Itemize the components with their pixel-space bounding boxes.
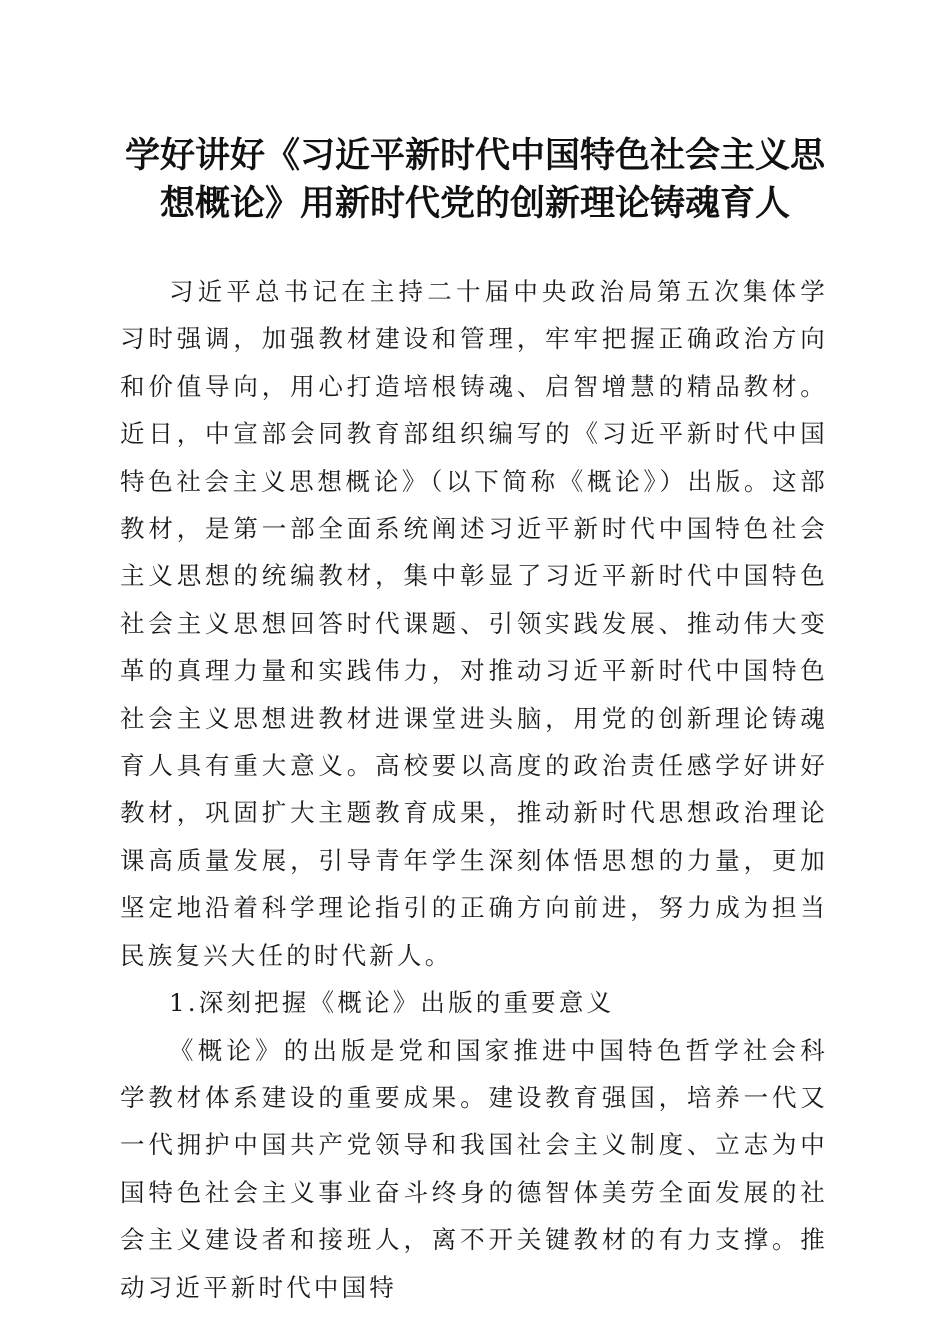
section-paragraph: 《概论》的出版是党和国家推进中国特色哲学社会科学教材体系建设的重要成果。建设教育强国，培养一代又一代拥护中国共产党领导和我国社会主义制度、立志为中国特色社会主义事业奋斗终身的德智体美劳全面发展的社会主义建设者和接班人，离不开关键教材的有力支撑。推动习近平新时代中国特 bbox=[120, 1035, 828, 1302]
document-title: 学好讲好《习近平新时代中国特色社会主义思想概论》用新时代党的创新理论铸魂育人 bbox=[124, 135, 825, 224]
document-body bbox=[120, 268, 828, 1311]
section-heading: 1.深刻把握《概论》出版的重要意义 bbox=[169, 988, 615, 1018]
intro-paragraph: 习近平总书记在主持二十届中央政治局第五次集体学习时强调，加强教材建设和管理，牢牢把握正确政治方向和价值导向，用心打造培根铸魂、启智增慧的精品教材。近日，中宣部会同教育部组织编写的《习近平新时代中国特色社会主义思想概论》（以下简称《概论》）出版。这部教材，是第一部全面系统阐述习近平新时代中国特色社会主义思想的统编教材，集中彰显了习近平新时代中国特色社会主义思想回答时代课题、引领实践发展、推动伟大变革的真理力量和实践伟力，对推动习近平新时代中国特色社会主义思想进教材进课堂进头脑，用党的创新理论铸魂育人具有重大意义。高校要以高度的政治责任感学好讲好教材，巩固扩大主题教育成果，推动新时代思想政治理论课高质量发展，引导青年学生深刻体悟思想的力量，更加坚定地沿着科学理论指引的正确方向前进，努力成为担当民族复兴大任的时代新人。 bbox=[120, 277, 828, 970]
